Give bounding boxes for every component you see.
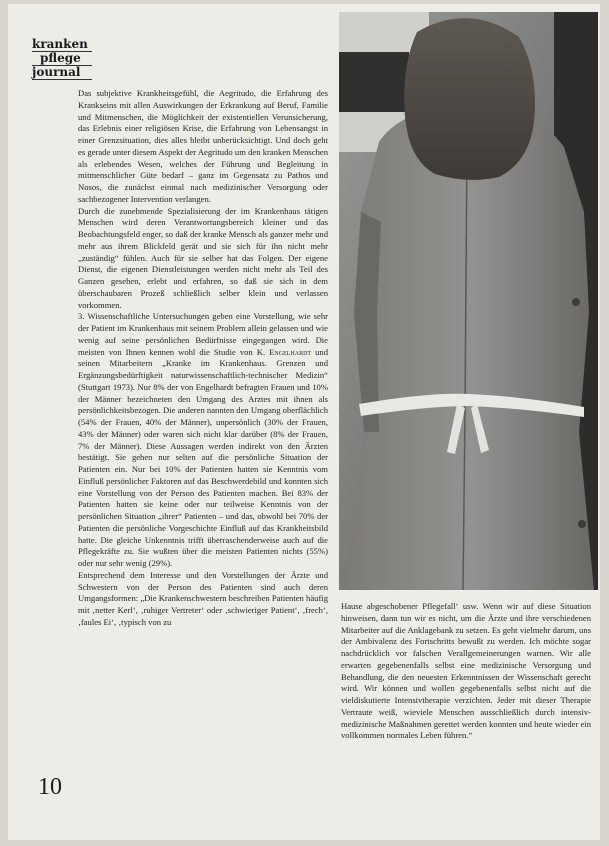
nurse-photograph: [339, 12, 598, 590]
paragraph-aegritudo: Das subjektive Krankheitsgefühl, die Aegritudo, die Erfahrung des Krankseins mit allen Auswirkungen der Erkrankung auf Beruf, Familie und Mitmenschen, die Möglichkeit der existentiellen Verunsicherung, das Erlebnis einer religiösen Krise, die Erfahrung von Lebensangst in einer Grenzsituation, dies alles bleibt unberücksichtigt. Und doch geht es gerade unter diesem Aspekt der Aegritudo um den kranken Menschen als erlebendes Wesen, welches der Führung und Begleitung in mitmenschlicher Güte bedarf – ganz im Gegensatz zu Pathos und Nosos, die zunächst einmal nach medizinischer Versorgung oder sachbezogener Intervention verlangen.: [78, 88, 328, 204]
nurse-photo-illustration: [339, 12, 598, 590]
right-text-column: [341, 601, 591, 811]
journal-logo: [32, 38, 92, 80]
logo-line-pflege: pflege: [32, 51, 92, 65]
logo-line-kranken: kranken: [32, 37, 88, 51]
paragraph-untersuchungen: [78, 311, 328, 570]
left-text-column: [78, 88, 328, 813]
logo-line-journal: journal: [32, 65, 92, 80]
author-name: Engelhardt: [269, 346, 312, 357]
paragraph-untersuchungen-rest: und seinen Mitarbeitern „Kranke im Krankenhaus. Grenzen und Ergänzungsbedürftigkeit naturwissenschaftlich-technischer Medizin“ (Stuttgart 1973). Nur 8% der von Engelhardt befragten Frauen und 10% der Männer bezeichneten den Umgang des Arztes mit ihnen als persönlichkeitsbezogen. Die anderen nannten den Umgang oberflächlich (54% der Frauen, 40% der Männer), unpersönlich (30% der Frauen, 43% der Männer) oder waren sich nicht klar darüber (8% der Frauen, 7% der Männer). Diese Aussagen werden indirekt von den Ärzten bestätigt. Sie gehen nur selten auf die persönliche Situation der Patienten ein. Nur bei 10% der Patienten hatten sie Kenntnis vom Einfluß persönlicher Faktoren auf das Beschwerdebild und konnten sich eine Vorstellung von der Person des Patienten machen. Bei 83% der Patienten hatten sie keine oder nur teilweise Kenntnis von der persönlichen Situation „ihrer“ Patienten – und das, obwohl bei 70% der Patienten die persönliche Vorgeschichte Einfluß auf das Krankheitsbild hatte. Die gleiche Unkenntnis trifft überraschenderweise auch auf die Pflegekräfte zu. Sie wußten über die meisten Patienten nichts (55%) oder nur sehr wenig (29%).: [78, 346, 328, 568]
magazine-page: [8, 4, 600, 840]
page-number: 10: [38, 774, 62, 800]
paragraph-spezialisierung: Durch die zunehmende Spezialisierung der im Krankenhaus tätigen Menschen wird deren Verantwortungsbereich kleiner und das Beobachtungsfeld enger, so daß der kranke Mensch als ganzer mehr und mehr aus ihrem Blickfeld gerät und sie sich für ihn nicht mehr „zuständig“ fühlen. Auch für sie selber hat das Folgen. Der eigene Dienst, die eigenen Dienstleistungen werden nicht mehr als Teil des Ganzen gesehen, erlebt und erfahren, so daß sie sich in dem überschaubaren Prozeß schließlich selber klein und verlassen vorkommen.: [78, 205, 328, 310]
paragraph-untersuchungen-start: 3. Wissenschaftliche Untersuchungen geben eine Vorstellung, wie sehr der Patient im Krankenhaus mit seinem Problem allein gelassen und wie wenig auf seine persönlichen Bedürfnisse eingegangen wird. Die meisten von Ihnen kennen wohl die Studie von K.: [78, 311, 328, 357]
paragraph-umgangsformen: Entsprechend dem Interesse und den Vorstellungen der Ärzte und Schwestern von der Person des Patienten sind auch deren Umgangsformen: „Die Krankenschwestern beschreiben Patienten häufig mit ‚netter Kerl‘, ‚ruhiger Vertreter‘ oder ‚schwieriger Patient‘, ‚frech‘, ‚faules Ei‘, ‚typisch von zu: [78, 569, 328, 627]
paragraph-ambivalenz: Hause abgeschobener Pflegefall‘ usw. Wenn wir auf diese Situation hinweisen, dann tun wir es nicht, um die Ärzte und ihre verschiedenen Mitarbeiter auf die Anklagebank zu setzen. Es geht vielmehr darum, uns der Ambivalenz des Fortschritts bewußt zu werden. Ich möchte sogar nachdrücklich vor falschen Verallgemeinerungen warnen. Wir alle erwarten gegebenenfalls selbst eine medizinische Versorgung und Behandlung, die den neuesten Erkenntnissen der Wissenschaft gerecht wird. Wir können und wollen gegebenenfalls selbst nicht auf die vieldiskutierte Intensivtherapie verzichten. Jeder mit dieser Therapie Vertraute weiß, wieviele Menschen ausschließlich durch intensiv-medizinische Maßnahmen gerettet werden konnten und heute wieder ein vollkommen normales Leben führen.“: [341, 601, 591, 741]
